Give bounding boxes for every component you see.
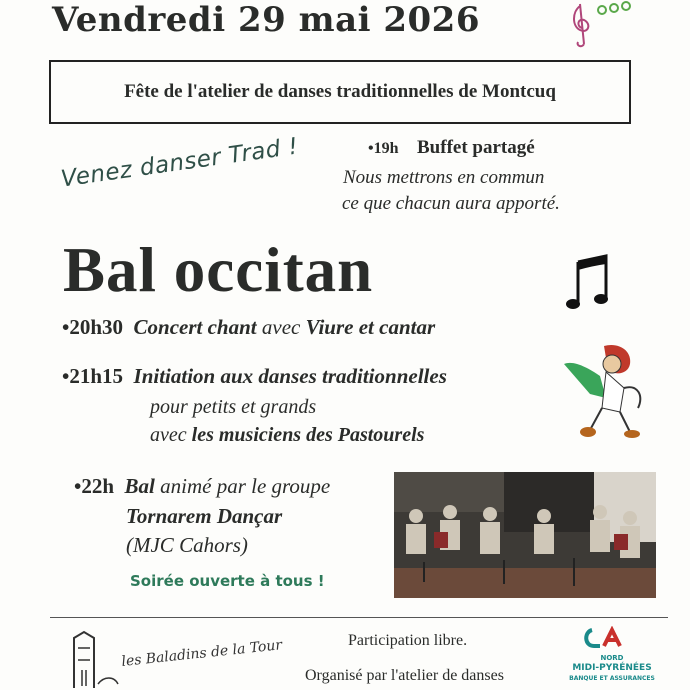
item-line2: pour petits et grands <box>150 396 317 418</box>
item-text-c: Viure et cantar <box>305 315 436 339</box>
open-to-all: Soirée ouverte à tous ! <box>130 572 325 590</box>
footer-divider <box>50 617 668 618</box>
schedule-item-2115 <box>62 364 447 389</box>
event-title: Fête de l'atelier de danses traditionnelles de Montcuq <box>124 81 556 102</box>
baladins-logo <box>68 630 288 690</box>
organizer-text: Organisé par l'atelier de danses <box>305 667 504 684</box>
event-date: Vendredi 29 mai 2026 <box>52 0 480 40</box>
svg-text:BANQUE ET ASSURANCES: BANQUE ET ASSURANCES <box>569 675 655 682</box>
item-text-b: animé par le groupe <box>154 474 331 498</box>
item-time: •21h15 <box>62 364 124 388</box>
music-clef-icon <box>566 0 636 48</box>
buffet-line-1: Nous mettrons en commun <box>343 167 545 188</box>
schedule-item-2115-line3 <box>150 424 424 447</box>
eighth-notes-icon <box>566 254 614 312</box>
participation-text: Participation libre. <box>348 632 468 649</box>
item-time: •22h <box>74 474 115 498</box>
group-name: Tornarem Dançar <box>126 504 283 528</box>
svg-text:les Baladins de la Tour: les Baladins de la Tour <box>120 637 283 670</box>
group-origin: (MJC Cahors) <box>126 533 248 557</box>
schedule-item-2030 <box>62 315 435 340</box>
buffet-line-2: ce que chacun aura apporté. <box>342 193 560 214</box>
buffet-label: Buffet partagé <box>417 137 535 158</box>
title-box <box>49 60 631 124</box>
dancer-illustration <box>560 342 646 438</box>
schedule-item-22h-line3 <box>126 533 248 558</box>
credit-agricole-logo <box>562 626 662 690</box>
item-text-b: avec <box>256 315 306 339</box>
musicians-photo <box>394 472 656 598</box>
svg-text:MIDI-PYRÉNÉES: MIDI-PYRÉNÉES <box>572 663 652 673</box>
item-line3b: les musiciens des Pastourels <box>191 424 425 446</box>
schedule-item-22h <box>74 474 330 499</box>
item-line3a: avec <box>150 424 192 446</box>
item-text-a: Bal <box>124 474 155 498</box>
item-text-a: Concert chant <box>133 315 257 339</box>
schedule-item-2115-line2 <box>150 396 316 419</box>
item-text-a: Initiation aux danses traditionnelles <box>133 364 447 388</box>
buffet-time: •19h <box>368 140 399 157</box>
bal-title: Bal occitan <box>63 235 374 305</box>
svg-text:NORD: NORD <box>600 654 624 662</box>
item-time: •20h30 <box>62 315 124 339</box>
schedule-item-22h-line2 <box>126 504 282 529</box>
slogan-text: Venez danser Trad ! <box>59 133 300 193</box>
